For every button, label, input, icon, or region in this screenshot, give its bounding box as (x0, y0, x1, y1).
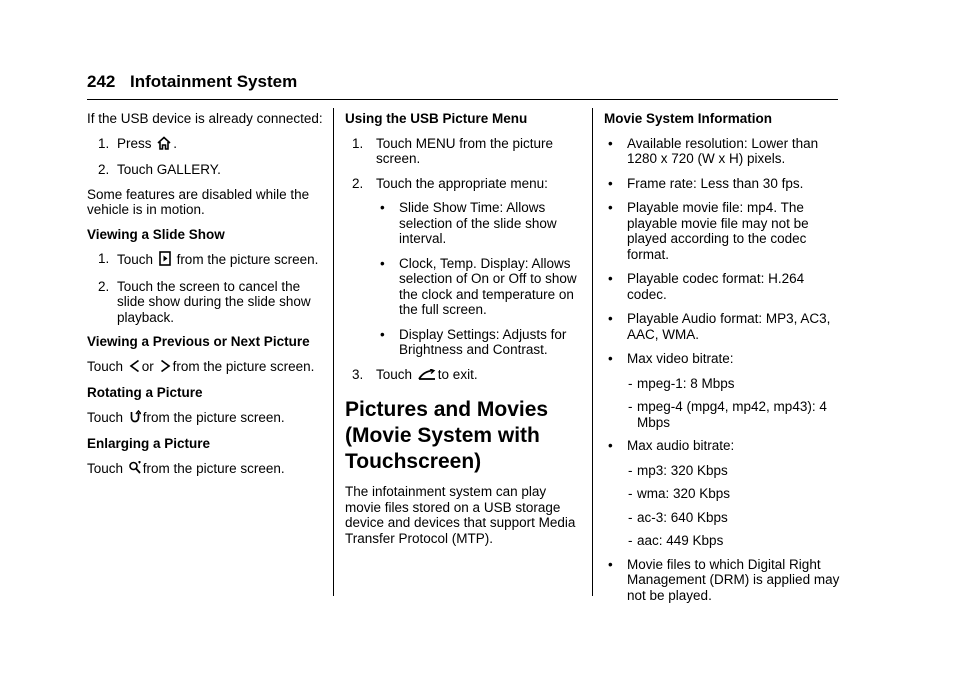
spec-text: Playable codec format: H.264 codec. (627, 271, 805, 302)
rotate-heading: Rotating a Picture (87, 385, 203, 400)
bullet-mark: • (608, 200, 613, 215)
dash-mark: - (628, 509, 633, 525)
menu-option-text: Display Settings: Adjusts for Brightness and Contrast. (399, 326, 567, 357)
step-start-slideshow (87, 251, 323, 270)
step-number: 2. (98, 278, 110, 294)
audio-bitrate-subitem (604, 533, 840, 549)
rotate-text (87, 410, 323, 428)
menu-option-item (376, 256, 583, 318)
home-icon (157, 136, 171, 154)
page-number: 242 (87, 72, 116, 91)
step-text-end: . (173, 135, 178, 151)
step-touch-gallery (87, 162, 323, 178)
bullet-mark: • (380, 326, 385, 342)
dash-mark: - (628, 375, 633, 391)
menu-heading: Using the USB Picture Menu (345, 111, 528, 126)
enlarge-heading: Enlarging a Picture (87, 436, 211, 451)
subitem-text: wma: 320 Kbps (637, 486, 731, 501)
page-header (87, 72, 838, 98)
bullet-mark: • (608, 311, 613, 326)
step-number: 1. (98, 135, 110, 151)
subitem-text: mp3: 320 Kbps (637, 462, 728, 478)
movies-heading: Pictures and Movies (Movie System with Touchscreen) (345, 398, 549, 473)
dash-mark: - (628, 533, 633, 548)
slide-show-heading: Viewing a Slide Show (87, 226, 225, 242)
video-bitrate-item (604, 351, 840, 367)
audio-bitrate-subitem (604, 510, 840, 526)
spec-text: Movie files to which Digital Right Management (DRM) is applied may not be played. (627, 556, 840, 603)
dash-mark: - (628, 462, 633, 478)
spec-text: Playable movie file: mp4. The playable movie file may not be played according to the codec format. (627, 200, 809, 262)
movies-paragraph: The infotainment system can play movie files stored on a USB storage device and devices that support Media Transfer Protocol (MTP). (345, 484, 576, 546)
spec-text: Playable Audio format: MP3, AC3, AAC, WMA. (627, 311, 831, 342)
rotate-text-end: from the picture screen. (142, 409, 285, 425)
spec-text: Frame rate: Less than 30 fps. (627, 175, 804, 191)
audio-bitrate-subitem (604, 463, 840, 479)
enlarge-text-start: Touch (87, 460, 124, 476)
step-text-end: from the picture screen. (176, 252, 319, 267)
previous-icon (129, 359, 140, 377)
step-number: 2. (98, 162, 110, 177)
bullet-mark: • (608, 556, 613, 572)
bullet-mark: • (380, 200, 385, 215)
step-press-home (87, 136, 323, 154)
motion-note: Some features are disabled while the vehicle is in motion. (87, 186, 310, 217)
step-number: 1. (98, 251, 110, 266)
subitem-text: mpeg-4 (mpg4, mp42, mp43): 4 Mbps (637, 399, 827, 430)
enlarge-text-end: from the picture screen. (142, 460, 285, 476)
subitem-text: ac-3: 640 Kbps (637, 509, 728, 525)
bullet-mark: • (608, 271, 613, 286)
spec-item (604, 200, 840, 262)
spec-item (604, 271, 840, 302)
menu-option-item (376, 200, 583, 247)
rotate-icon (129, 410, 141, 428)
section-title: Infotainment System (130, 72, 298, 91)
step-text: Touch (376, 366, 413, 382)
rotate-text-start: Touch (87, 409, 124, 425)
step-text: Touch the screen to cancel the slide show during the slide show playback. (117, 278, 311, 325)
bullet-mark: • (608, 135, 613, 151)
audio-bitrate-subitem (604, 486, 840, 502)
dash-mark: - (628, 399, 633, 414)
spec-item (604, 176, 840, 192)
menu-option-text: Clock, Temp. Display: Allows selection of On or Off to show the clock and temperature on the full screen. (399, 255, 577, 317)
step-number: 2. (352, 175, 364, 191)
step-text: Touch GALLERY. (117, 162, 221, 177)
subitem-text: mpeg-1: 8 Mbps (637, 375, 735, 391)
step-number: 3. (352, 366, 364, 382)
menu-option-item (376, 327, 583, 358)
slideshow-icon (159, 251, 171, 270)
spec-item (604, 311, 840, 342)
back-icon (418, 369, 436, 385)
step-text: Touch (117, 252, 154, 267)
video-bitrate-subitem (604, 376, 840, 392)
next-icon (160, 359, 171, 377)
video-bitrate-subitem (604, 399, 840, 430)
movie-info-heading: Movie System Information (604, 111, 773, 126)
step-text: Press (117, 135, 152, 151)
zoom-icon (129, 461, 141, 479)
bullet-mark: • (380, 255, 385, 271)
column-divider-right (592, 108, 593, 596)
step-touch-menu (345, 136, 583, 167)
menu-option-text: Slide Show Time: Allows selection of the slide show interval. (399, 200, 557, 246)
step-exit (345, 367, 583, 385)
subitem-text: aac: 449 Kbps (637, 533, 724, 548)
bullet-mark: • (608, 175, 613, 191)
prev-next-text (87, 359, 323, 377)
column-divider-left (333, 108, 334, 596)
prev-next-or: or (141, 358, 154, 374)
audio-bitrate-item (604, 438, 840, 454)
header-rule (87, 99, 838, 100)
step-touch-appropriate-menu (345, 176, 583, 192)
step-text: Touch the appropriate menu: (376, 175, 548, 191)
column-right (604, 111, 840, 612)
dash-mark: - (628, 486, 633, 501)
spec-text: Available resolution: Lower than 1280 x 720 (W x H) pixels. (627, 135, 819, 166)
step-text: Touch MENU from the picture screen. (376, 135, 554, 166)
prev-next-text-end: from the picture screen. (172, 358, 315, 374)
step-number: 1. (352, 135, 364, 151)
prev-next-heading: Viewing a Previous or Next Picture (87, 334, 310, 349)
enlarge-text (87, 461, 323, 479)
prev-next-text-start: Touch (87, 358, 124, 374)
drm-item (604, 557, 840, 604)
spec-text: Max audio bitrate: (627, 438, 735, 453)
bullet-mark: • (608, 351, 613, 366)
bullet-mark: • (608, 438, 613, 453)
step-cancel-slideshow (87, 279, 323, 326)
column-left (87, 111, 323, 487)
spec-item (604, 136, 840, 167)
spec-text: Max video bitrate: (627, 351, 734, 366)
step-text-end: to exit. (437, 366, 478, 382)
intro-text: If the USB device is already connected: (87, 111, 323, 126)
column-middle (345, 111, 583, 555)
